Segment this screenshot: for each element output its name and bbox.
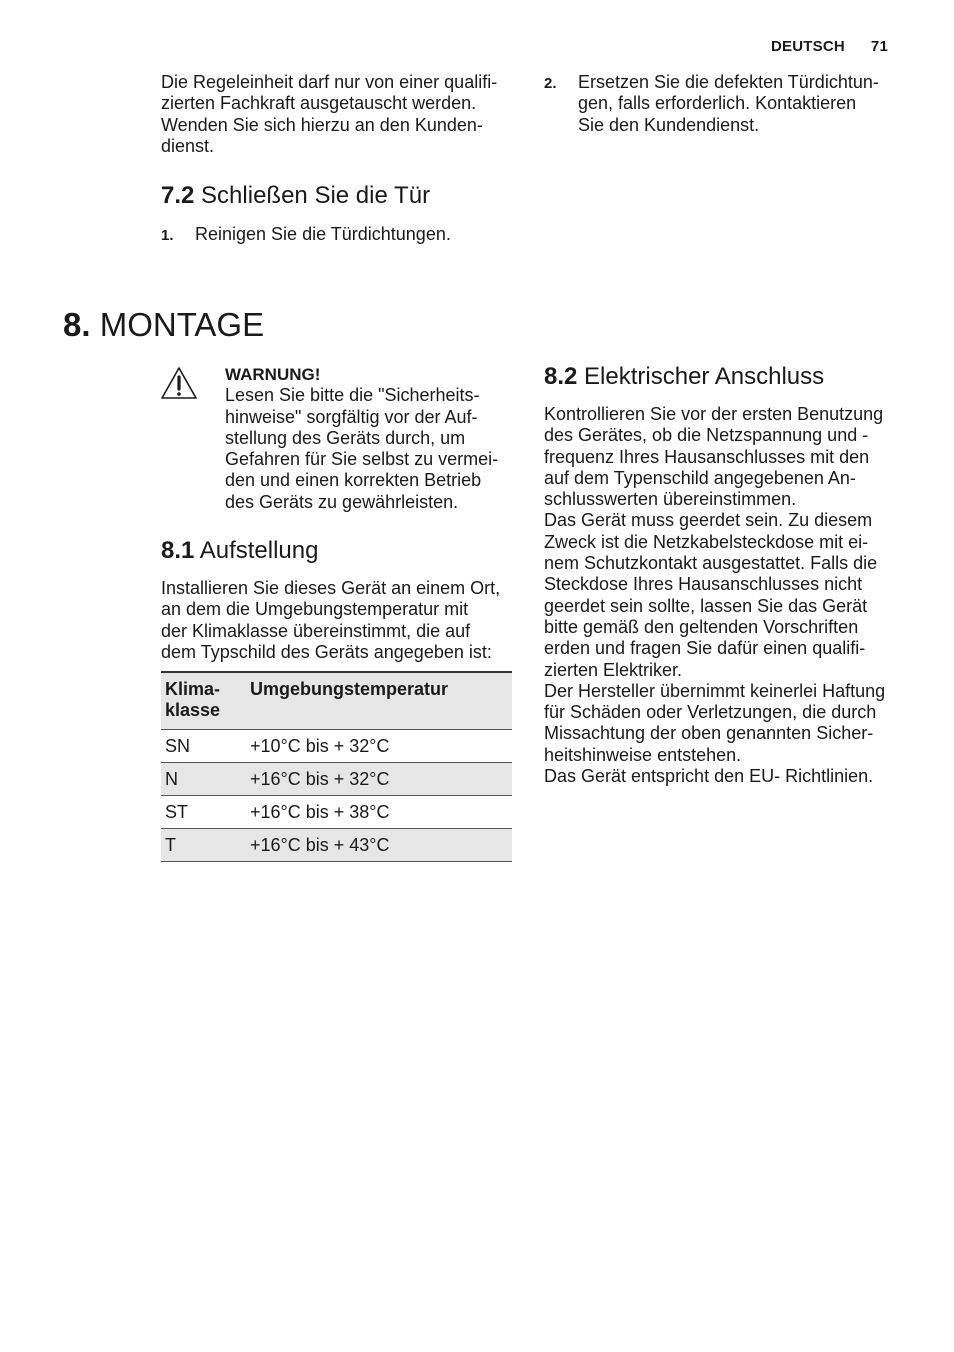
temperature-cell: +16°C bis + 32°C: [250, 763, 512, 796]
step-number: 1.: [161, 227, 174, 244]
step-number: 2.: [544, 75, 557, 92]
control-unit-paragraph: Die Regeleinheit darf nur von einer qualifi- zierten Fachkraft ausgetauscht werden. Wenden Sie sich hierzu an den Kunden- dienst.: [161, 72, 498, 156]
warning-block: WARNUNG! Lesen Sie bitte die "Sicherheits- hinweise" sorgfältig vor der Auf- stellung des Geräts durch, um Gefahren für Sie selbst zu vermei- den und einen korrekten Betrieb des Geräts zu gewährleisten.: [225, 365, 499, 512]
climate-class-cell: ST: [165, 802, 189, 822]
section-8-1-heading: 8.1 Aufstellung: [161, 537, 319, 564]
column-header-ambient-temperature: Umgebungstemperatur: [250, 672, 512, 730]
temperature-cell: +16°C bis + 43°C: [250, 829, 512, 862]
climate-class-cell: N: [161, 763, 250, 796]
table-header-row: [161, 672, 512, 730]
chapter-8-heading: 8. MONTAGE: [63, 306, 265, 343]
table-row: [161, 796, 512, 829]
warning-title: WARNUNG!: [225, 365, 321, 384]
step-2: [544, 72, 557, 94]
climate-class-cell: T: [161, 829, 250, 862]
section-7-2-heading: 7.2 Schließen Sie die Tür: [161, 182, 431, 209]
temperature-cell: +16°C bis + 38°C: [250, 802, 390, 822]
installation-paragraph: Installieren Sie dieses Gerät an einem Ort, an dem die Umgebungstemperatur mit der Klimaklasse übereinstimmt, die auf dem Typschild des Geräts angegeben ist:: [161, 578, 501, 662]
climate-class-cell: SN: [165, 736, 191, 756]
column-header-climate-class: Klima- klasse: [161, 672, 250, 730]
climate-class-table: [161, 671, 512, 862]
header-language: DEUTSCH: [771, 38, 845, 55]
page-header: [771, 38, 888, 55]
electrical-connection-paragraph: Kontrollieren Sie vor der ersten Benutzung des Gerätes, ob die Netzspannung und - frequenz Ihres Hausanschlusses mit den auf dem Typenschild angegebenen An- schlusswerten übereinstimmen. Das Gerät muss geerdet sein. Zu diesem Zweck ist die Netzkabelsteckdose mit ei- nem Schutzkontakt ausgestattet. Falls die Steckdose Ihres Hausanschlusses nicht geerdet sein sollte, lassen Sie das Gerät bitte gemäß den geltenden Vorschriften erden und fragen Sie dafür einen qualifi- zierten Elektriker. Der Hersteller übernimmt keinerlei Haftung für Schäden oder Verletzungen, die durch Missachtung der oben genannten Sicher- heitshinweise entstehen. Das Gerät entspricht den EU- Richtlinien.: [544, 404, 886, 787]
temperature-cell: +10°C bis + 32°C: [250, 736, 390, 756]
page-number: 71: [870, 38, 888, 55]
warning-triangle-icon: [160, 366, 198, 400]
table-row: [161, 730, 512, 763]
step-2-text: Ersetzen Sie die defekten Türdichtun- gen, falls erforderlich. Kontaktieren Sie den Kundendienst.: [578, 72, 879, 135]
section-8-2-heading: 8.2 Elektrischer Anschluss: [544, 363, 825, 390]
step-1: [161, 224, 174, 246]
step-1-text: Reinigen Sie die Türdichtungen.: [195, 224, 451, 244]
table-row: [161, 829, 512, 862]
table-row: [161, 763, 512, 796]
